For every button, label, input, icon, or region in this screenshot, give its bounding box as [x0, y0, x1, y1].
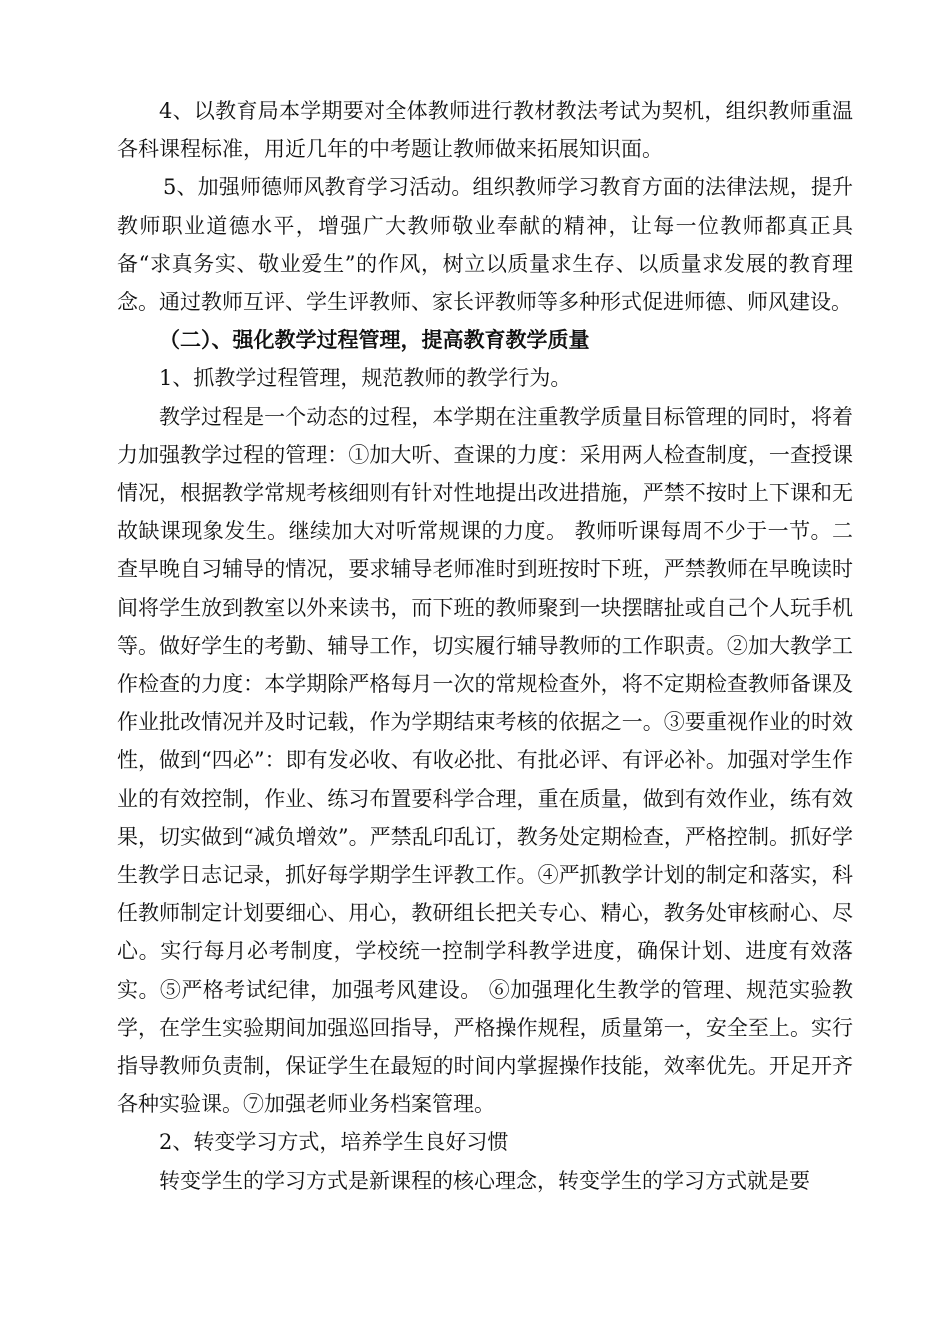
subsection-title-1: 1、抓教学过程管理，规范教师的教学行为。 [159, 366, 572, 391]
document-body [117, 92, 853, 1200]
paragraph-process-management: 教学过程是一个动态的过程，本学期在注重教学质量目标管理的同时，将着力加强教学过程的管理：①加大听、查课的力度：采用两人检查制度，一查授课情况，根据教学常规考核细则有针对性地提出改进措施，严禁不按时上下课和无故缺课现象发生。继续加大对听常规课的力度。 教师听课每周不少于一节。二查早晚自习辅导的情况，要求辅导老师准时到班按时下班，严禁教师在早晚读时间将学生放到教室以外来读书，而下班的教师聚到一块摆瞎扯或自己个人玩手机等。做好学生的考勤、辅导工作，切实履行辅导教师的工作职责。②加大教学工作检查的力度：本学期除严格每月一次的常规检查外，将不定期检查教师备课及作业批改情况并及时记载，作为学期结束考核的依据之一。③要重视作业的时效性，做到“四必”：即有发必收、有收必批、有批必评、有评必补。加强对学生作业的有效控制，作业、练习布置要科学合理，重在质量，做到有效作业，练有效果，切实做到“减负增效”。严禁乱印乱订，教务处定期检查，严格控制。抓好学生教学日志记录，抓好每学期学生评教工作。④严抓教学计划的制定和落实，科任教师制定计划要细心、用心，教研组长把关专心、精心，教务处审核耐心、尽心。实行每月必考制度，学校统一控制学科教学进度，确保计划、进度有效落实。⑤严格考试纪律，加强考风建设。 ⑥加强理化生教学的管理、规范实验教学，在学生实验期间加强巡回指导，严格操作规程，质量第一，安全至上。实行指导教师负责制，保证学生在最短的时间内掌握操作技能，效率优先。开足开齐各种实验课。⑦加强老师业务档案管理。 [117, 404, 853, 1117]
paragraph-learning-methods: 转变学生的学习方式是新课程的核心理念，转变学生的学习方式就是要 [159, 1168, 810, 1193]
paragraph-item-5: 5、加强师德师风教育学习活动。组织教师学习教育方面的法律法规，提升教师职业道德水平，增强广大教师敬业奉献的精神，让每一位教师都真正具备“求真务实、敬业爱生”的作风，树立以质量求生存、以质量求发展的教育理念。通过教师互评、学生评教师、家长评教师等多种形式促进师德、师风建设。 [117, 175, 853, 315]
paragraph-item-4: 4、以教育局本学期要对全体教师进行教材教法考试为契机，组织教师重温各科课程标准，用近几年的中考题让教师做来拓展知识面。 [117, 99, 853, 162]
subsection-title-2: 2、转变学习方式，培养学生良好习惯 [159, 1130, 509, 1155]
section-heading: （二）、强化教学过程管理，提高教育教学质量 [159, 327, 590, 353]
